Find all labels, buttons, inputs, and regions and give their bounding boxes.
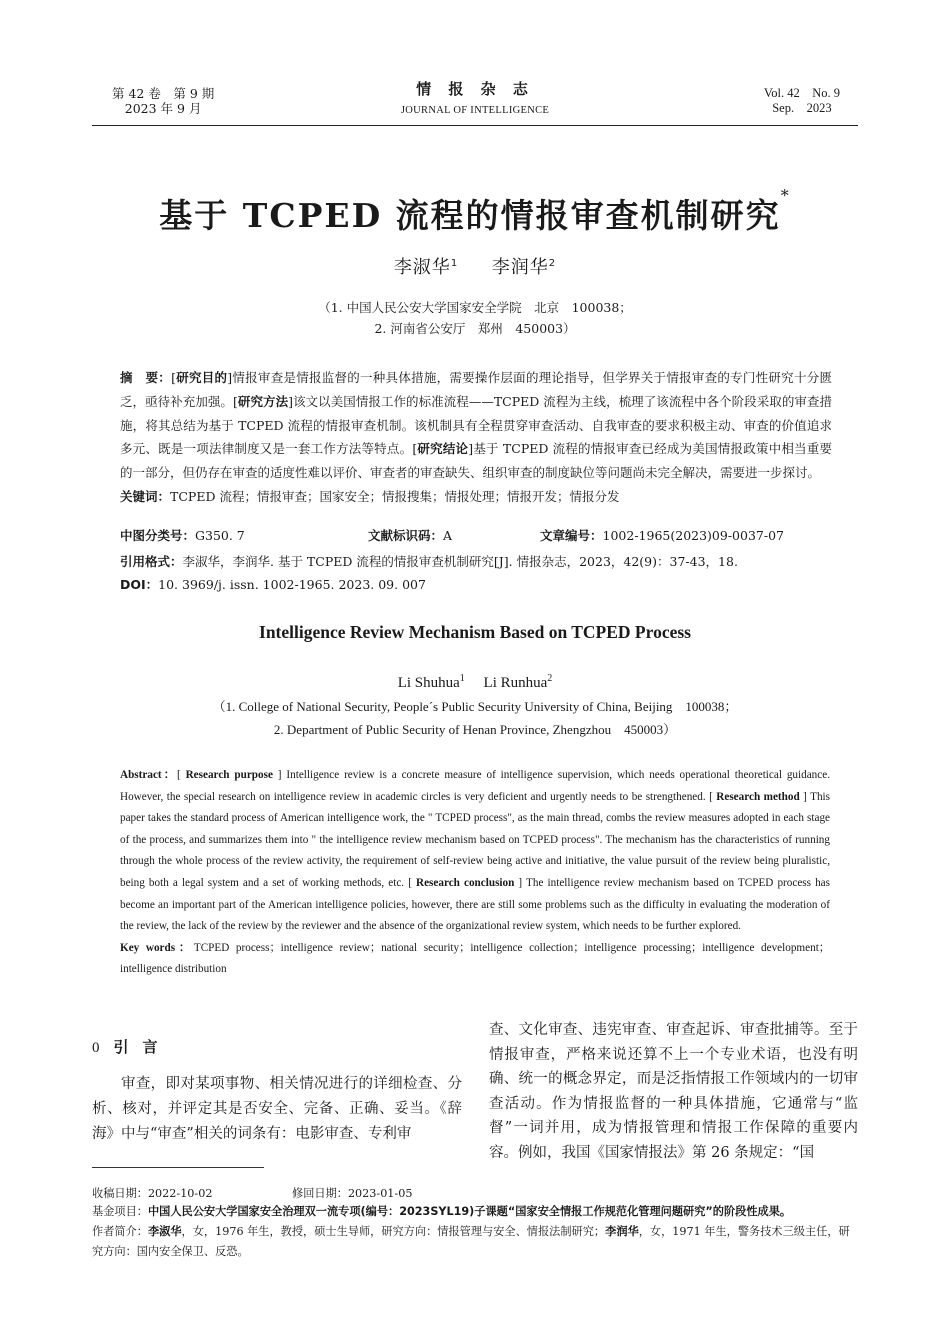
english-author-affil-mark: 2 [547, 673, 553, 684]
affiliations [92, 297, 858, 339]
journal-name-cn: 情 报 杂 志 [416, 80, 534, 98]
english-author-name: Li Shuhua [397, 675, 460, 691]
article-label: 文章编号： [540, 528, 603, 543]
abstract-en-conclusion: The intelligence review mechanism based on TCPED process has become an important part of the American intelligence policies, however, there are still some problems such as the difficulty in evaluating the moderation of the review, the lack of the review by the reviewer and the absence of the organizational review system, which needs to be further explored. [120, 876, 830, 933]
abstract-cn-purpose: ]情报审查是情报监督的一种具体措施，需要操作层面的理论指导，但学界关于情报审查的专门性研究十分匮乏，亟待补充加强。[ [120, 370, 832, 409]
section-number: 0 [92, 1040, 100, 1056]
abstract-cn-method: ]该文以美国情报工作的标准流程——TCPED 流程为主线，梳理了该流程中各个阶段采取的审查措施，将其总结为基于 TCPED 流程的情报审查机制。该机制具有全程贯穿审查活动、自我审查的要求积极主动、审查的价值追求多元、既是一项法律制度又是一套工作方法等特点。[ [120, 393, 832, 457]
clc-number [120, 526, 245, 544]
english-author-affil-mark: 1 [459, 673, 465, 684]
bio-author-text: ，女，1971 年生，警务技术三级主任，研究方向：国内安全保卫、反恐。 [92, 1225, 850, 1258]
doc-label: 文献标识码： [368, 528, 444, 543]
doc-code [368, 526, 452, 544]
english-affiliations [92, 696, 858, 741]
article-number [540, 526, 784, 544]
affiliation-line: （1. 中国人民公安大学国家安全学院 北京 100038； [318, 300, 632, 315]
author-name: 李淑华 [393, 257, 451, 278]
footnote-divider [92, 1167, 264, 1168]
author-name: 李润华 [491, 257, 549, 278]
header-volume-en [764, 86, 840, 116]
keywords-cn-text: TCPED 流程；情报审查；国家安全；情报搜集；情报处理；情报开发；情报分发 [170, 488, 620, 504]
english-affiliation-line: 2. Department of Public Security of Henan Province, Zhengzhou 450003） [273, 721, 677, 737]
bio-author-name: 李淑华 [147, 1225, 182, 1238]
abstract-bracket: [ [171, 370, 176, 385]
author-list [92, 253, 858, 279]
abstract-en-method: This paper takes the standard process of American intelligence work, the " TCPED process", as the main thread, combs the review measures adopted in each stage of the process, and summarizes them into " the intelligence review mechanism based on TCPED process". The mechanism has the characteristics of running through the whole process of the review activity, the requirement of self-review being active and initiative, the value pursuit of the review being pluralistic, being both a legal system and a set of working methods, etc. [120, 790, 830, 889]
clc-value: G350. 7 [195, 528, 245, 543]
abstract-tag-conclusion: 研究结论 [417, 441, 469, 457]
bio-author-text: ，女，1976 年生，教授，硕士生导师，研究方向：情报管理与安全、情报法制研究； [181, 1225, 606, 1238]
citation-block [120, 550, 832, 596]
fund-text: 中国人民公安大学国家安全治理双一流专项(编号：2023SYL19)子课题“国家安全情报工作规范化管理问题研究”的阶段性成果。 [147, 1205, 792, 1218]
abstract-cn [120, 366, 832, 509]
fund-label: 基金项目： [92, 1205, 148, 1218]
abstract-en: Abstract：[ Research purpose ] Intelligence review is a concrete measure of intelligence supervision, which needs operational theoretical guidance. However, the special research on intelligence review in academic circles is very deficient and urgently needs to be strengthened. [ Research method ] This paper takes the standard process of American intelligence work, the " TCPED process", as the main thread, combs the review measures adopted in each stage of the process, and summarizes them into " the intelligence review mechanism based on TCPED process". The mechanism has the characteristics of running through the whole process of the review activity, the requirement of self-review being active and initiative, the value pursuit of the review being pluralistic, being both a legal system and a set of working methods, etc. [ Research conclusion ] The intelligence review mechanism based on TCPED process has become an important part of the American intelligence policies, however, there are still some problems such as the difficulty in evaluating the moderation of the review, the lack of the review by the reviewer and the absence of the organizational review system, which needs to be further explored. Key words：TCPED process；intelligence review；national security；intelligence collection；intelligence processing；intelligence development；intelligence distribution [120, 765, 830, 981]
abstract-tag-purpose: 研究目的 [175, 370, 228, 385]
doi-text: 10. 3969/j. issn. 1002-1965. 2023. 09. 007 [158, 577, 426, 592]
doi [120, 573, 832, 596]
author-affil-mark: 2 [548, 258, 557, 269]
journal-name [380, 78, 570, 116]
abstract-cn-conclusion: ]基于 TCPED 流程的情报审查已经成为美国情报政策中相当重要的一部分，但仍存在审查的适度性难以评价、审查者的审查缺失、组织审查的制度缺位等问题尚未完全解决，需要进一步探讨。 [120, 441, 832, 481]
body-text-left-column: 审查，即对某项事物、相关情况进行的详细检查、分析、核对，并评定其是否安全、完备、正确、妥当。《辞海》中与“审查”相关的词条有：电影审查、专利审 [92, 1076, 462, 1142]
clc-label: 中图分类号： [120, 528, 196, 543]
header-divider [92, 125, 858, 126]
journal-name-en: JOURNAL OF INTELLIGENCE [400, 105, 550, 116]
body-text-right-column: 查、文化审查、违宪审查、审查起诉、审查批捕等。至于情报审查，严格来说还算不上一个专业术语，也没有明确、统一的概念界定，而是泛指情报工作领域内的一切审查活动。作为情报监督的一种具体措施，它通常与“监督”一词并用，成为情报管理和情报工作保障的重要内容。例如，我国《国家情报法》第 26 条规定：“国 [489, 1022, 858, 1161]
paper-title [92, 186, 858, 237]
abstract-en-label: Abstract： [120, 769, 177, 781]
title-footnote-mark: * [780, 186, 791, 205]
footnote-fund [92, 1202, 858, 1222]
abstract-en-purpose: Intelligence review is a concrete measure of intelligence supervision, which needs operational theoretical guidance. However, the special research on intelligence review in academic circles is very deficient and urgently needs to be strengthened. [120, 769, 830, 803]
citation-format [120, 550, 832, 573]
english-affiliation-line: （1. College of National Security, People´s Public Security University of China, Beijing 100038； [212, 699, 738, 714]
english-author-name: Li Runhua [483, 675, 548, 691]
keywords-cn-label: 关键词： [120, 488, 171, 504]
article-value: 1002-1965(2023)09-0037-07 [602, 528, 784, 543]
abstract-en-tag-purpose: Research purpose [185, 769, 273, 781]
section-title: 引言 [113, 1038, 172, 1056]
keywords-cn [120, 485, 832, 509]
citation-text: 李淑华，李润华. 基于 TCPED 流程的情报审查机制研究[J]. 情报杂志，2023，42(9)：37-43，18. [182, 554, 738, 569]
english-author-list [92, 673, 858, 692]
header-volume-cn: 第 42 卷 第 9 期 [112, 86, 215, 101]
english-title: Intelligence Review Mechanism Based on TCPED Process [259, 622, 691, 642]
keywords-en-label: Key words： [120, 941, 194, 954]
bio-author-name: 李润华 [605, 1225, 639, 1238]
author-affil-mark: 1 [450, 258, 459, 269]
citation-label: 引用格式： [120, 554, 183, 569]
revised-date: 修回日期：2023-01-05 [292, 1187, 413, 1200]
doc-value: A [443, 528, 453, 543]
keywords-en-text: TCPED process；intelligence review；national security；intelligence collection；intelligence processing；intelligence development；intelligence distribution [120, 941, 830, 976]
paper-title-text: 基于 TCPED 流程的情报审查机制研究 [159, 196, 781, 235]
header-volume-issue [112, 86, 214, 116]
footnote-author-bio [92, 1222, 858, 1261]
keywords-en [120, 938, 830, 981]
abstract-cn-label: 摘 要： [120, 370, 172, 385]
header-date-en: Sep. 2023 [772, 101, 832, 115]
header-date-cn: 2023 年 9 月 [124, 101, 202, 116]
section-heading [92, 1036, 172, 1057]
abstract-en-tag-method: Research method [716, 790, 800, 803]
bio-label: 作者简介： [92, 1225, 148, 1238]
doi-label: DOI： [120, 577, 159, 592]
affiliation-line: 2. 河南省公安厅 郑州 450003） [374, 321, 576, 336]
header-volume-no-en: Vol. 42 No. 9 [763, 86, 840, 100]
abstract-tag-method: 研究方法 [237, 393, 289, 409]
abstract-en-tag-conclusion: Research conclusion [416, 876, 515, 889]
received-date: 收稿日期：2022-10-02 [92, 1187, 213, 1200]
